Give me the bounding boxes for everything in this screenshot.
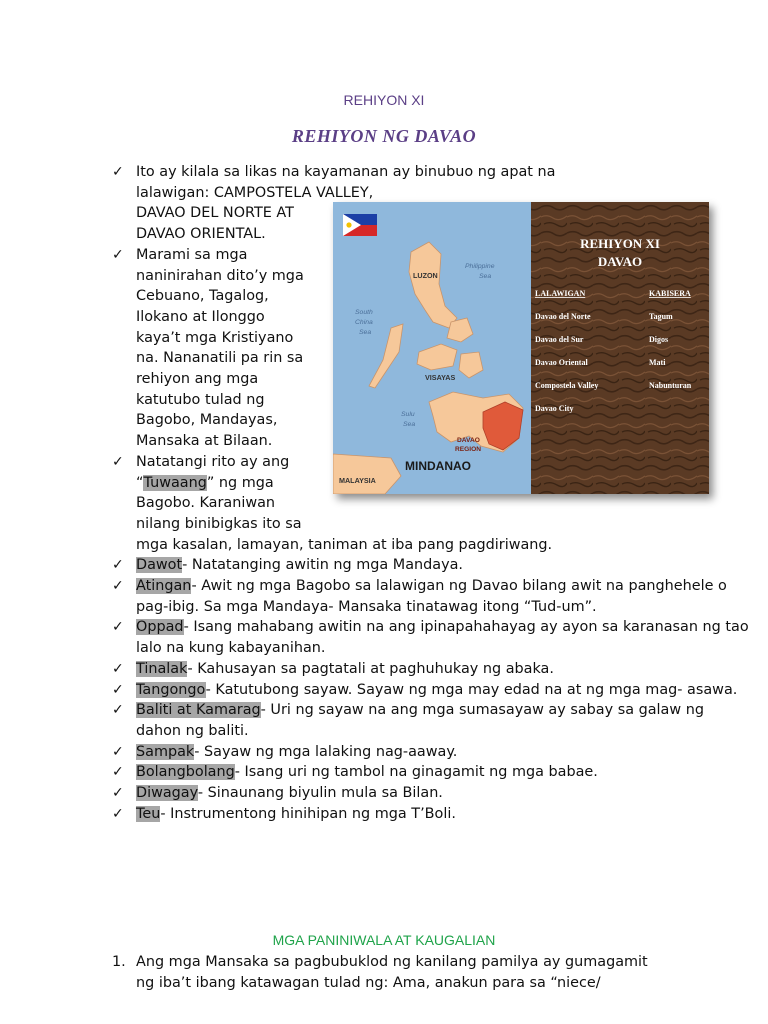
list-item: ✓ Dawot- Natatanging awitin ng mga Mandaya.	[112, 555, 752, 576]
list-item: ✓ Ito ay kilala sa likas na kayamanan ay binubuo ng apat na lalawigan: CAMPOSTELA VALLEY, DAVAO DEL NORTE AT DAVAO ORIENTAL.	[112, 164, 556, 243]
panel-capital: Mati	[649, 358, 666, 367]
panel-capital: Digos	[649, 335, 669, 344]
panel-province: Davao City	[535, 404, 574, 413]
list-item: ✓ Bolangbolang- Isang uri ng tambol na ginagamit ng mga babae.	[112, 762, 752, 783]
map-label-sea: Sulu	[401, 411, 415, 418]
map-label-mindanao: MINDANAO	[405, 459, 471, 473]
highlighted-term: Atingan	[136, 578, 192, 595]
list-number: 1.	[112, 954, 126, 970]
panel-province: Davao Oriental	[535, 358, 588, 367]
highlighted-term: Teu	[136, 805, 161, 822]
check-icon: ✓	[112, 702, 124, 719]
map-label-sea: Sea	[359, 329, 372, 336]
list-item: ✓ Tinalak- Kahusayan sa pagtatali at paghuhukay ng abaka.	[112, 659, 752, 680]
list-item: ✓ Tangongo- Katutubong sayaw. Sayaw ng mga may edad na at ng mga mag- asawa.	[112, 680, 752, 701]
map-label-sea: Sea	[479, 273, 492, 280]
list-item: ✓ Marami sa mga naninirahan dito’y mga Cebuano, Tagalog, Ilokano at Ilonggo kaya’t mga Kristiyano na. Nananatili pa rin sa rehiyon ang mga katutubo tulad ng Bagobo, Mandayas, Mansaka at Bilaan.	[112, 246, 304, 450]
title-region: REHIYON XI	[343, 92, 425, 108]
list-item: ✓ Diwagay- Sinaunang biyulin mula sa Bilan.	[112, 783, 752, 804]
panel-province: Davao del Norte	[535, 312, 591, 321]
map-label-sea: Philippine	[465, 263, 495, 270]
check-icon: ✓	[112, 557, 124, 574]
panel-province: Compostela Valley	[535, 381, 599, 390]
map-label-luzon: LUZON	[413, 271, 438, 280]
check-icon: ✓	[112, 681, 124, 698]
list-item: ✓ Teu- Instrumentong hinihipan ng mga T’Boli.	[112, 804, 752, 825]
list-item: ✓ Oppad- Isang mahabang awitin na ang ipinapahahayag ay ayon sa karanasan ng tao lalo na kung kabayanihan.	[112, 619, 749, 657]
check-icon: ✓	[112, 785, 124, 802]
panel-subtitle: DAVAO	[597, 254, 643, 269]
highlighted-term: Baliti at Kamarag	[136, 702, 261, 719]
panel-col-province: LALAWIGAN	[535, 289, 586, 298]
map-label-region: DAVAO	[457, 437, 480, 444]
highlighted-term: Tinalak	[136, 660, 188, 677]
title-region-name: REHIYON NG DAVAO	[291, 126, 477, 146]
map-label-visayas: VISAYAS	[425, 373, 456, 382]
list-item: ✓ Natatangi rito ay ang “Tuwaang” ng mga Bagobo. Karaniwan nilang binibigkas ito sa mga kasalan, lamayan, taniman at iba pang pagdiriwang.	[112, 453, 553, 553]
region-map	[333, 202, 709, 494]
check-icon: ✓	[112, 578, 124, 595]
beliefs-list	[112, 952, 752, 993]
panel-capital: Tagum	[649, 312, 673, 321]
check-icon: ✓	[112, 453, 124, 470]
region-map-figure	[333, 202, 709, 494]
map-label-malaysia: MALAYSIA	[339, 476, 376, 485]
map-label-sea: China	[355, 319, 373, 326]
map-label-sea: Sea	[403, 421, 416, 428]
highlighted-term: Dawot	[136, 557, 183, 574]
check-icon: ✓	[112, 660, 124, 677]
philippine-flag-icon	[343, 214, 377, 236]
check-icon: ✓	[112, 743, 124, 760]
highlighted-term: Oppad	[136, 619, 184, 636]
highlighted-term: Tuwaang	[143, 474, 207, 491]
check-icon: ✓	[112, 619, 124, 636]
check-icon: ✓	[112, 805, 124, 822]
map-label-region: REGION	[455, 446, 482, 453]
section-heading: MGA PANINIWALA AT KAUGALIAN	[272, 932, 496, 948]
list-item: 1. Ang mga Mansaka sa pagbubuklod ng kanilang pamilya ay gumagamit ng iba’t ibang katawagan tulad ng: Ama, anakun para sa “niece/	[112, 954, 648, 991]
panel-col-capital: KABISERA	[649, 289, 691, 298]
highlighted-term: Bolangbolang	[136, 764, 235, 781]
panel-title: REHIYON XI	[580, 236, 660, 251]
highlighted-term: Diwagay	[136, 785, 198, 802]
check-icon: ✓	[112, 164, 124, 180]
panel-capital: Nabunturan	[649, 381, 692, 390]
highlighted-term: Sampak	[136, 743, 195, 760]
panel-province: Davao del Sur	[535, 335, 584, 344]
list-item: ✓ Atingan- Awit ng mga Bagobo sa lalawigan ng Davao bilang awit na panghehele o pag-ibig. Sa mga Mandaya- Mansaka tinatawag itong “Tud-um”.	[112, 578, 727, 615]
list-item: ✓ Sampak- Sayaw ng mga lalaking nag-aaway.	[112, 742, 752, 763]
highlighted-term: Tangongo	[136, 681, 206, 698]
list-item: ✓ Baliti at Kamarag- Uri ng sayaw na ang mga sumasayaw ay sabay sa galaw ng dahon ng baliti.	[112, 702, 704, 739]
map-label-sea: South	[355, 309, 373, 316]
check-icon: ✓	[112, 764, 124, 781]
check-icon: ✓	[112, 246, 124, 263]
